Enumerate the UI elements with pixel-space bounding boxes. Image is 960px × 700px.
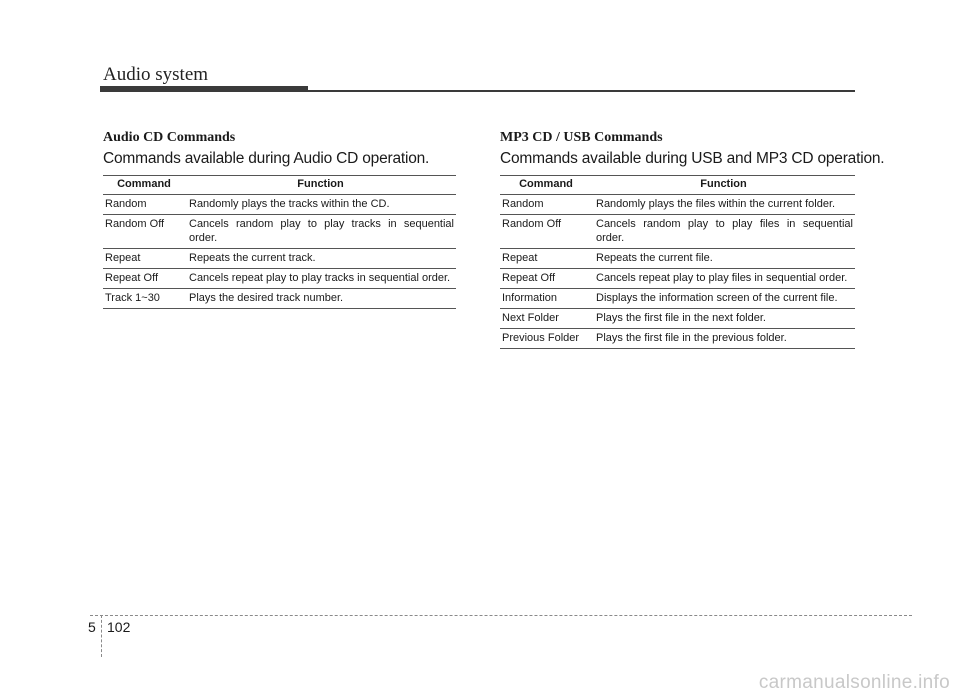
table-header-row <box>500 176 855 195</box>
function-cell: Cancels random play to play tracks in sequential order. <box>185 215 456 249</box>
command-cell: Repeat Off <box>103 269 185 289</box>
column-header-command: Command <box>103 176 185 195</box>
function-cell: Cancels repeat play to play files in sequential order. <box>592 269 855 289</box>
mp3-usb-section <box>500 128 885 349</box>
command-cell: Previous Folder <box>500 329 592 349</box>
table-row <box>500 309 855 329</box>
function-cell: Randomly plays the files within the current folder. <box>592 195 855 215</box>
command-cell: Random <box>103 195 185 215</box>
command-cell: Next Folder <box>500 309 592 329</box>
table-row <box>103 215 456 249</box>
table-row <box>103 269 456 289</box>
command-cell: Information <box>500 289 592 309</box>
audio-cd-subtitle: Commands available during Audio CD operation. <box>103 150 430 167</box>
command-cell: Repeat <box>103 249 185 269</box>
table-row <box>500 269 855 289</box>
table-row <box>500 249 855 269</box>
command-cell: Random <box>500 195 592 215</box>
audio-cd-title: Audio CD Commands <box>103 130 236 145</box>
mp3-usb-subtitle: Commands available during USB and MP3 CD operation. <box>500 150 885 167</box>
function-cell: Cancels random play to play files in sequential order. <box>592 215 855 249</box>
audio-cd-table <box>103 175 456 309</box>
command-cell: Repeat Off <box>500 269 592 289</box>
command-cell: Random Off <box>103 215 185 249</box>
table-row <box>500 289 855 309</box>
function-cell: Randomly plays the tracks within the CD. <box>185 195 456 215</box>
mp3-usb-table-body <box>500 195 855 349</box>
chapter-number: 5 <box>88 619 96 635</box>
function-cell: Cancels repeat play to play tracks in sequential order. <box>185 269 456 289</box>
watermark: carmanualsonline.info <box>758 672 950 693</box>
header-rule <box>100 90 855 92</box>
page-number: 102 <box>107 619 131 635</box>
table-header-row <box>103 176 456 195</box>
function-cell: Repeats the current track. <box>185 249 456 269</box>
page-header-title: Audio system <box>103 64 209 85</box>
table-row <box>103 289 456 309</box>
command-cell: Repeat <box>500 249 592 269</box>
audio-cd-section <box>103 128 456 309</box>
mp3-usb-table <box>500 175 855 349</box>
audio-cd-table-body <box>103 195 456 309</box>
mp3-usb-title: MP3 CD / USB Commands <box>500 130 663 145</box>
footer-dashed-rule <box>90 615 912 616</box>
table-row <box>500 215 855 249</box>
column-header-command: Command <box>500 176 592 195</box>
function-cell: Displays the information screen of the current file. <box>592 289 855 309</box>
function-cell: Plays the desired track number. <box>185 289 456 309</box>
function-cell: Plays the first file in the next folder. <box>592 309 855 329</box>
table-row <box>103 249 456 269</box>
command-cell: Track 1~30 <box>103 289 185 309</box>
table-row <box>500 329 855 349</box>
column-header-function: Function <box>185 176 456 195</box>
footer-dashed-divider <box>101 615 102 657</box>
function-cell: Plays the first file in the previous folder. <box>592 329 855 349</box>
column-header-function: Function <box>592 176 855 195</box>
table-row <box>500 195 855 215</box>
function-cell: Repeats the current file. <box>592 249 855 269</box>
command-cell: Random Off <box>500 215 592 249</box>
table-row <box>103 195 456 215</box>
